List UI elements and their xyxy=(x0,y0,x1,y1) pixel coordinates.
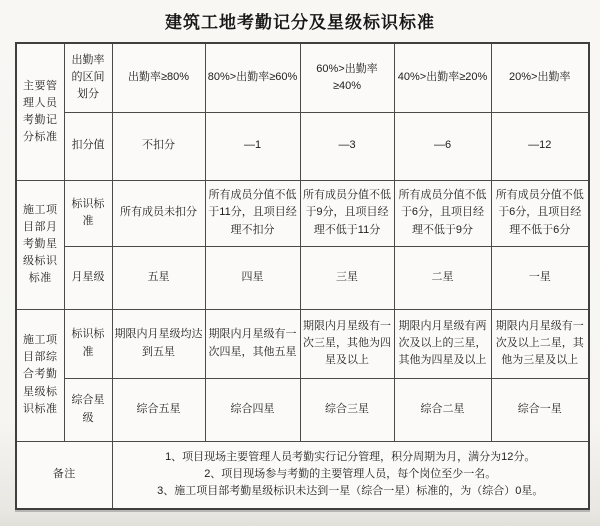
table-cell: 40%>出勤率≥20% xyxy=(394,43,491,112)
table-cell: 一星 xyxy=(491,246,589,309)
attendance-range-label: 出勤率的区间划分 xyxy=(64,43,112,112)
table-cell: —3 xyxy=(300,112,394,180)
table-cell: 不扣分 xyxy=(112,112,205,180)
table-cell: 综合一星 xyxy=(491,378,589,441)
table-cell: 所有成员分值不低于11分，且项目经理不扣分 xyxy=(205,180,300,246)
deduction-value-label: 扣分值 xyxy=(64,112,112,180)
table-row xyxy=(16,441,589,509)
table-cell: 20%>出勤率 xyxy=(491,43,589,112)
table-cell: —1 xyxy=(205,112,300,180)
table-row xyxy=(16,43,589,112)
table-cell: 期限内月星级有两次及以上的三星，其他为四星及以上 xyxy=(394,309,491,378)
table-cell: 所有成员分值不低于6分，且项目经理不低于9分 xyxy=(394,180,491,246)
table-cell: 60%>出勤率≥40% xyxy=(300,43,394,112)
table-row xyxy=(16,112,589,180)
table-cell: 综合二星 xyxy=(394,378,491,441)
table-row xyxy=(16,180,589,246)
notes-header-cell: 备注 xyxy=(16,441,112,509)
table-cell: —6 xyxy=(394,112,491,180)
section2-header-cell: 施工项目部月考勤星级标识标准 xyxy=(16,180,64,309)
table-cell: 期限内月星级均达到五星 xyxy=(112,309,205,378)
notes-line: 2、项目现场参与考勤的主要管理人员，每个岗位至少一名。 xyxy=(204,468,497,481)
table-cell: 期限内月星级有一次三星，其他为四星及以上 xyxy=(300,309,394,378)
table-cell: 80%>出勤率≥60% xyxy=(205,43,300,112)
table-cell: 三星 xyxy=(300,246,394,309)
section3-header-cell: 施工项目部综合考勤星级标识标准 xyxy=(16,309,64,441)
table-row xyxy=(16,309,589,378)
table-cell: 四星 xyxy=(205,246,300,309)
composite-star-label: 综合星级 xyxy=(64,378,112,441)
table-cell: 五星 xyxy=(112,246,205,309)
table-cell: 期限内月星级有一次及以上二星，其他为三星及以上 xyxy=(491,309,589,378)
monthly-star-label: 月星级 xyxy=(64,246,112,309)
marking-standard-label: 标识标准 xyxy=(64,180,112,246)
attendance-standards-table xyxy=(15,42,590,510)
table-cell: 综合五星 xyxy=(112,378,205,441)
table-row xyxy=(16,378,589,441)
notes-line: 1、项目现场主要管理人员考勤实行记分管理，积分周期为月，满分为12分。 xyxy=(165,451,536,464)
notes-cell xyxy=(112,441,589,509)
table-cell: 二星 xyxy=(394,246,491,309)
marking-standard-label: 标识标准 xyxy=(64,309,112,378)
table-cell: —12 xyxy=(491,112,589,180)
table-cell: 所有成员分值不低于6分，且项目经理不低于6分 xyxy=(491,180,589,246)
table-cell: 所有成员未扣分 xyxy=(112,180,205,246)
table-cell: 期限内月星级有一次四星，其他五星 xyxy=(205,309,300,378)
section1-header-cell: 主要管理人员考勤记分标准 xyxy=(16,43,64,180)
table-row xyxy=(16,246,589,309)
table-cell: 出勤率≥80% xyxy=(112,43,205,112)
table-cell: 所有成员分值不低于9分，且项目经理不低于11分 xyxy=(300,180,394,246)
table-cell: 综合三星 xyxy=(300,378,394,441)
page-title: 建筑工地考勤记分及星级标识标准 xyxy=(165,13,435,32)
table-cell: 综合四星 xyxy=(205,378,300,441)
notes-line: 3、施工项目部考勤星级标识未达到一星（综合一星）标准的，为（综合）0星。 xyxy=(157,485,544,498)
